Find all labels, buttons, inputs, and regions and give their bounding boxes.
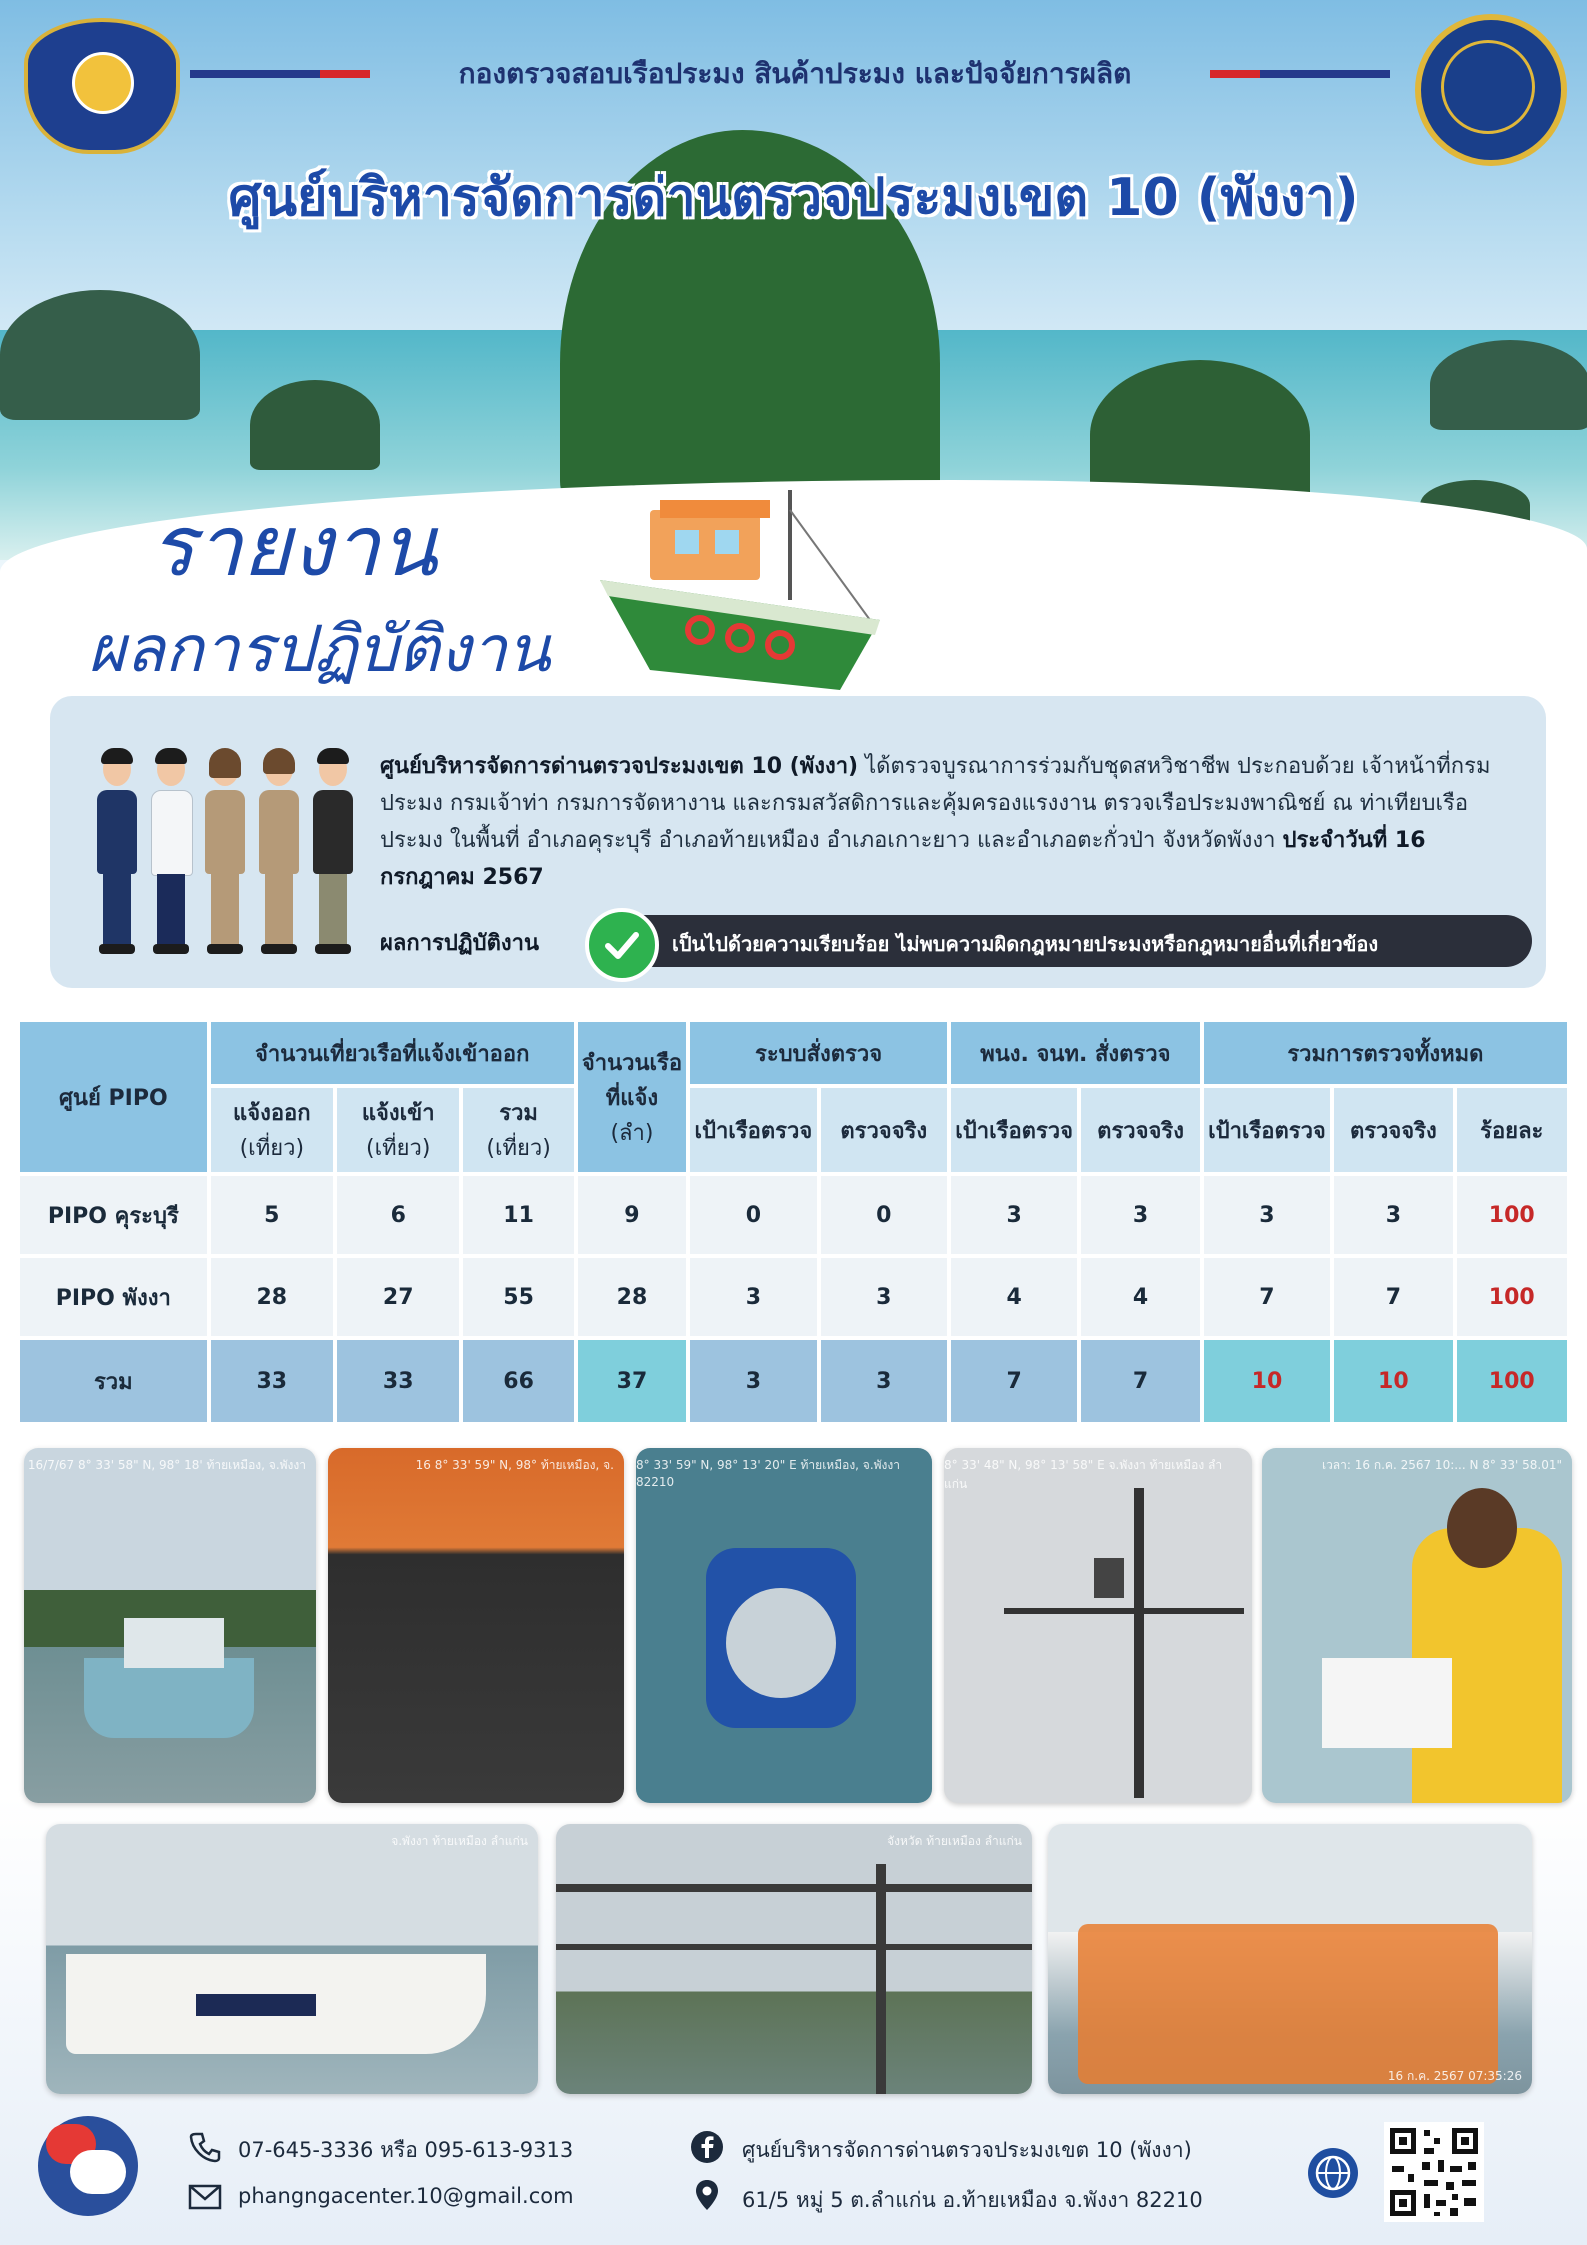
summary-description — [380, 748, 1510, 896]
sub-sum: รวม (เที่ยว) — [463, 1088, 573, 1172]
officer-figure — [311, 752, 355, 954]
globe-icon[interactable] — [1308, 2148, 1358, 2198]
cell-tot-target: 3 — [1204, 1176, 1330, 1254]
report-subheading: ผลการปฏิบัติงาน — [88, 613, 551, 687]
cell-sys-target: 3 — [690, 1258, 816, 1336]
sub-total-target: เป้าเรือตรวจ — [1204, 1088, 1330, 1172]
cell-percent: 100 — [1457, 1176, 1567, 1254]
group-system: ระบบสั่งตรวจ — [690, 1022, 947, 1084]
fishery-inspection-logo — [24, 18, 180, 154]
photo-officer-documents — [1262, 1448, 1572, 1803]
header-rule-right — [1210, 70, 1390, 78]
cell-sys-target: 0 — [690, 1176, 816, 1254]
table-row — [20, 1176, 1567, 1254]
staff-illustration — [95, 752, 355, 954]
check-icon — [585, 908, 659, 982]
officer-figure — [203, 752, 247, 954]
row-name: PIPO พังงา — [20, 1258, 207, 1336]
fishing-boat-illustration — [590, 470, 890, 700]
photo-cargo-sacks — [328, 1448, 624, 1803]
cell-sys-actual: 3 — [821, 1340, 947, 1422]
photo-fish-catch — [636, 1448, 932, 1803]
cell-in: 27 — [337, 1258, 459, 1336]
island-left — [0, 290, 200, 420]
photo-timestamp: 8° 33' 59" N, 98° 13' 20" E ท้ายเหมือง, จ.พังงา 82210 — [636, 1458, 901, 1489]
row-name: PIPO คุระบุรี — [20, 1176, 207, 1254]
col-vessels — [578, 1022, 686, 1172]
cell-tot-actual: 3 — [1334, 1176, 1452, 1254]
cell-out: 33 — [211, 1340, 333, 1422]
cell-percent: 100 — [1457, 1258, 1567, 1336]
summary-date: ประจำวันที่ 16 กรกฎาคม 2567 — [380, 828, 1426, 890]
cell-off-target: 7 — [951, 1340, 1077, 1422]
cell-vessels: 37 — [578, 1340, 686, 1422]
center-title: ศูนย์บริหารจัดการด่านตรวจประมงเขต 10 (พังงา) — [228, 168, 1359, 228]
photo-crew-group — [1048, 1824, 1532, 2094]
result-label: ผลการปฏิบัติงาน — [380, 931, 539, 956]
officer-figure — [95, 752, 139, 954]
cell-sum: 11 — [463, 1176, 573, 1254]
photo-fishing-boat — [24, 1448, 316, 1803]
row-name: รวม — [20, 1340, 207, 1422]
header-rule-left — [190, 70, 370, 78]
cell-vessels: 28 — [578, 1258, 686, 1336]
sub-officer-target: เป้าเรือตรวจ — [951, 1088, 1077, 1172]
inspection-table — [16, 1018, 1571, 1426]
cell-sys-actual: 0 — [821, 1176, 947, 1254]
cell-tot-actual: 10 — [1334, 1340, 1452, 1422]
summary-org: ศูนย์บริหารจัดการด่านตรวจประมงเขต 10 (พังงา) — [380, 754, 859, 779]
group-total: รวมการตรวจทั้งหมด — [1204, 1022, 1567, 1084]
cell-sum: 55 — [463, 1258, 573, 1336]
cell-in: 6 — [337, 1176, 459, 1254]
photo-boat-registration — [46, 1824, 538, 2094]
photo-squid-lights — [556, 1824, 1032, 2094]
result-text: เป็นไปด้วยความเรียบร้อย ไม่พบความผิดกฎหมายประมงหรือกฎหมายอื่นที่เกี่ยวข้อง — [672, 932, 1379, 956]
cell-off-actual: 4 — [1081, 1258, 1199, 1336]
cell-tot-target: 7 — [1204, 1258, 1330, 1336]
sub-out: แจ้งออก (เที่ยว) — [211, 1088, 333, 1172]
cell-in: 33 — [337, 1340, 459, 1422]
qr-code — [1384, 2122, 1484, 2222]
cell-off-target: 3 — [951, 1176, 1077, 1254]
footer-phone: 07-645-3336 หรือ 095-613-9313 — [238, 2138, 574, 2162]
photo-timestamp: 16 ก.ค. 2567 07:35:26 — [1387, 2069, 1522, 2083]
sub-system-target: เป้าเรือตรวจ — [690, 1088, 816, 1172]
cell-sys-target: 3 — [690, 1340, 816, 1422]
email-icon — [188, 2180, 222, 2214]
photo-timestamp: เวลา: 16 ก.ค. 2567 10:... N 8° 33' 58.01" — [1321, 1458, 1562, 1472]
photo-timestamp: 8° 33' 48" N, 98° 13' 58" E จ.พังงา ท้ายเหมือง ลำแก่น — [944, 1458, 1223, 1491]
emblem-icon — [72, 52, 134, 114]
seal-icon — [1441, 40, 1535, 134]
cell-percent: 100 — [1457, 1340, 1567, 1422]
group-officer: พนง. จนท. สั่งตรวจ — [951, 1022, 1200, 1084]
group-trips: จำนวนเที่ยวเรือที่แจ้งเข้าออก — [211, 1022, 574, 1084]
phone-icon — [188, 2130, 222, 2164]
photo-vms-antenna — [944, 1448, 1252, 1803]
facebook-icon — [690, 2130, 724, 2164]
department-heading: กองตรวจสอบเรือประมง สินค้าประมง และปัจจัยการผลิต — [458, 57, 1132, 90]
sub-system-actual: ตรวจจริง — [821, 1088, 947, 1172]
island-left-2 — [250, 380, 380, 470]
photo-timestamp: จ.พังงา ท้ายเหมือง ลำแก่น — [391, 1834, 528, 1848]
footer-email[interactable]: phangngacenter.10@gmail.com — [238, 2184, 574, 2208]
cell-out: 28 — [211, 1258, 333, 1336]
chat-icon — [38, 2116, 138, 2216]
cell-out: 5 — [211, 1176, 333, 1254]
summary-body: ได้ตรวจบูรณาการร่วมกับชุดสหวิชาชีพ ประกอบด้วย เจ้าหน้าที่กรมประมง กรมเจ้าท่า กรมการจัดหางาน และกรมสวัสดิการและคุ้มครองแรงงาน ตรวจเรือประมงพาณิชย์ ณ ท่าเทียบเรือประมง ในพื้นที่ อำเภอคุระบุรี อำเภอท้ายเหมือง อำเภอเกาะยาว และอำเภอตะกั่วป่า จังหวัดพังงา — [380, 754, 1491, 853]
col-pipo: ศูนย์ PIPO — [20, 1022, 207, 1172]
sub-percent: ร้อยละ — [1457, 1088, 1567, 1172]
officer-figure — [149, 752, 193, 954]
photo-timestamp: จังหวัด ท้ายเหมือง ลำแก่น — [887, 1834, 1022, 1848]
cell-tot-target: 10 — [1204, 1340, 1330, 1422]
report-heading: รายงาน — [150, 497, 438, 595]
col-vessels-label: จำนวนเรือที่แจ้ง — [581, 1050, 683, 1111]
cell-vessels: 9 — [578, 1176, 686, 1254]
photo-timestamp: 16/7/67 8° 33' 58" N, 98° 18' ท้ายเหมือง, จ.พังงา — [27, 1458, 306, 1472]
cell-off-target: 4 — [951, 1258, 1077, 1336]
sub-officer-actual: ตรวจจริง — [1081, 1088, 1199, 1172]
sub-total-actual: ตรวจจริง — [1334, 1088, 1452, 1172]
col-vessels-unit: (ลำ) — [610, 1120, 654, 1146]
officer-figure — [257, 752, 301, 954]
location-icon — [690, 2178, 724, 2212]
footer-facebook[interactable]: ศูนย์บริหารจัดการด่านตรวจประมงเขต 10 (พังงา) — [742, 2138, 1192, 2162]
photo-timestamp: 16 8° 33' 59" N, 98° ท้ายเหมือง, จ. — [415, 1458, 614, 1472]
sub-in: แจ้งเข้า (เที่ยว) — [337, 1088, 459, 1172]
table-total-row — [20, 1340, 1567, 1422]
cell-tot-actual: 7 — [1334, 1258, 1452, 1336]
department-of-fisheries-seal — [1415, 14, 1567, 166]
island-right — [1430, 340, 1587, 430]
cell-sum: 66 — [463, 1340, 573, 1422]
footer-address: 61/5 หมู่ 5 ต.ลำแก่น อ.ท้ายเหมือง จ.พังงา 82210 — [742, 2188, 1203, 2212]
cell-sys-actual: 3 — [821, 1258, 947, 1336]
cell-off-actual: 3 — [1081, 1176, 1199, 1254]
table-row — [20, 1258, 1567, 1336]
cell-off-actual: 7 — [1081, 1340, 1199, 1422]
